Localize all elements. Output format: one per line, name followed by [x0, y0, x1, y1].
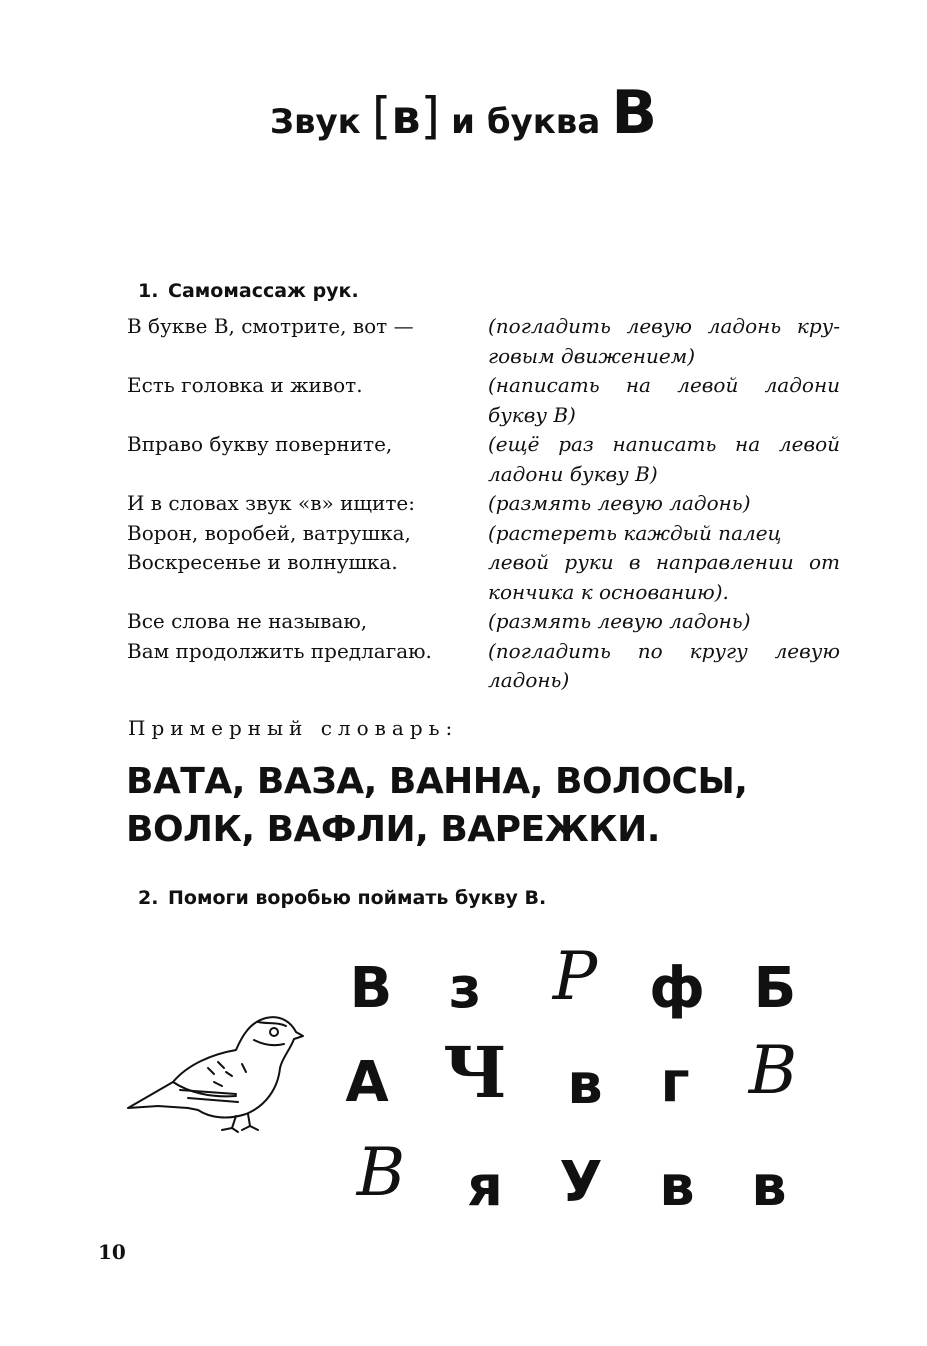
exercise1-number: 1. [138, 280, 159, 302]
exercise2-title: Помоги воробью поймать букву В. [168, 887, 547, 909]
letter-cell[interactable]: В [748, 1032, 798, 1109]
poem-action: (размять левую ладонь) [488, 609, 751, 633]
poem-action: левой руки в направлении от кончика к основанию). [488, 550, 840, 604]
letter-cell[interactable]: В [356, 1134, 406, 1211]
page-title [0, 78, 927, 148]
letter-cell[interactable]: в [659, 1154, 695, 1219]
poem-action: (погладить по кругу левую ладонь) [488, 638, 840, 692]
exercise2-number: 2. [138, 887, 159, 909]
letter-cell[interactable]: Б [753, 956, 797, 1021]
poem-action: (ещё раз написать на левой ладони букву В) [488, 432, 840, 486]
title-part1: Звук [269, 102, 361, 142]
poem-row [127, 312, 847, 371]
poem-row [127, 548, 847, 607]
poem-verse: Все слова не называю, [127, 609, 368, 633]
title-bracket-open: [ [371, 87, 392, 145]
poem-action: (погладить левую ладонь кру-говым движением) [488, 314, 840, 368]
letter-cell[interactable]: з [448, 956, 482, 1021]
poem-verse: Вправо букву поверните, [127, 432, 393, 456]
poem-row [127, 519, 847, 549]
poem-row [127, 489, 847, 519]
letter-cell[interactable]: Р [552, 938, 598, 1015]
poem-row [127, 607, 847, 637]
poem-verse: Воскресенье и волнушка. [127, 550, 398, 574]
poem-verse: Ворон, воробей, ватрушка, [127, 520, 411, 545]
title-sound: в [391, 90, 421, 144]
poem-action: (написать на левой ладони букву В) [488, 373, 840, 427]
letter-cell[interactable]: У [559, 1150, 603, 1215]
letter-cell[interactable]: в [751, 1154, 787, 1219]
poem-action: (размять левую ладонь) [488, 491, 751, 515]
poem-action: (растереть каждый палец [488, 520, 782, 545]
poem-verse: В букве В, смотрите, вот — [127, 314, 414, 338]
poem-verse: И в словах звук «в» ищите: [127, 491, 415, 515]
title-bracket-close: ] [420, 87, 441, 145]
title-letter: В [611, 78, 658, 148]
letter-cell[interactable]: ф [649, 956, 705, 1021]
title-part2: и буква [451, 102, 601, 142]
sparrow-icon [118, 1006, 308, 1136]
exercise1-title: Самомассаж рук. [168, 280, 359, 302]
dictionary-words: ВАТА, ВАЗА, ВАННА, ВОЛОСЫ, ВОЛК, ВАФЛИ, ВАРЕЖКИ. [126, 761, 748, 850]
exercise2-heading [138, 887, 546, 909]
dictionary-label: Примерный словарь: [128, 716, 459, 740]
exercise1-heading [138, 280, 359, 302]
letter-cell[interactable]: г [660, 1050, 690, 1115]
poem-row [127, 430, 847, 489]
page-number: 10 [98, 1240, 126, 1264]
letter-cell[interactable]: В [349, 956, 393, 1021]
letter-cell[interactable]: я [467, 1154, 503, 1219]
letter-cell[interactable]: Ч [443, 1031, 507, 1114]
poem-table [127, 312, 847, 696]
poem-verse: Есть головка и живот. [127, 373, 363, 397]
poem-row [127, 637, 847, 696]
letter-cell[interactable]: в [567, 1052, 603, 1117]
poem-verse: Вам продолжить предлагаю. [127, 638, 432, 663]
letter-cell[interactable]: А [345, 1050, 389, 1115]
poem-row [127, 371, 847, 430]
